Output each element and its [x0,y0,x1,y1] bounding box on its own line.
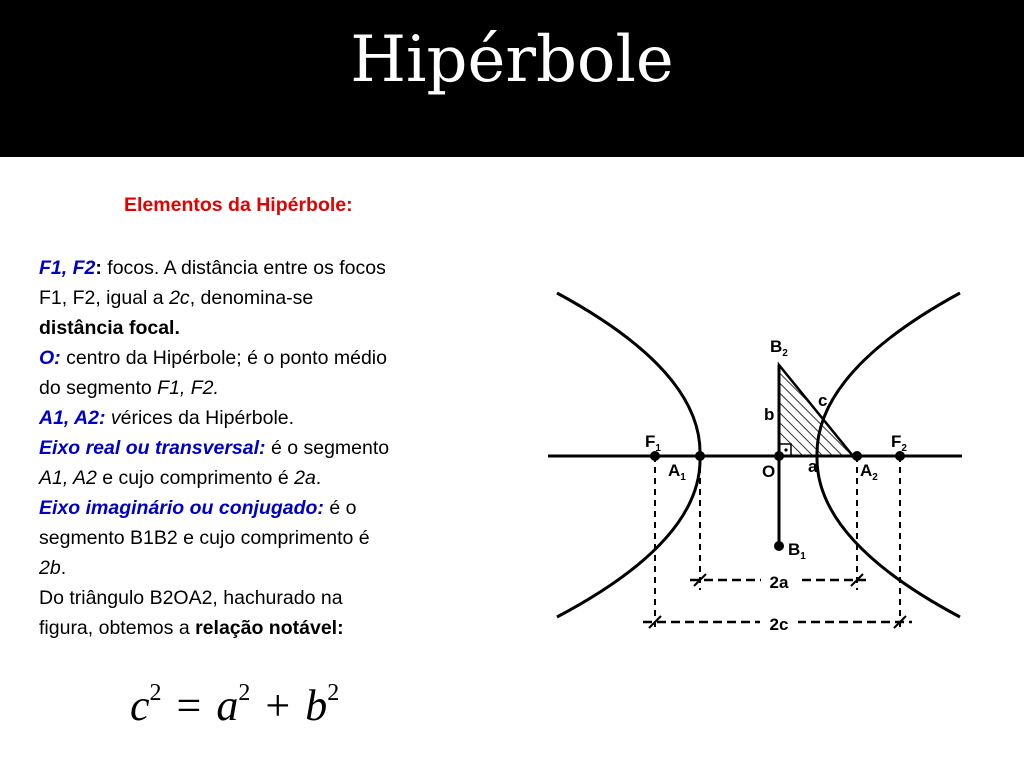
label-b: b [764,405,775,424]
notable-relation-formula: $c^2 = a^2 + b^2$ [130,680,340,730]
point-A2 [852,451,862,461]
slide-title: Hipérbole [350,23,674,97]
hyperbola-diagram [540,285,970,645]
label-B1: $B_1$ [788,540,806,562]
line-real-axis-2: A1, A2 e cujo comprimento é 2a. [39,467,322,489]
label-B2: $B_2$ [770,337,788,359]
line-triangle: Do triângulo B2OA2, hachurado na [39,587,343,609]
label-F2: $F_2$ [891,432,907,454]
dimension-2c-label: 2c [769,615,789,634]
line-foci: F1, F2: focos. A distância entre os focos [39,257,386,279]
title-bar [0,0,1024,157]
label-c: c [818,391,828,410]
term-center: O: [39,347,61,369]
term-vertices: A1, A2: [39,407,106,429]
section-heading: Elementos da Hipérbole: [124,194,353,216]
label-A1: $A_1$ [668,461,686,483]
point-B1 [774,541,784,551]
line-foci-2: F1, F2, igual a 2c, denomina-se [39,287,314,309]
term-imaginary-axis: Eixo imaginário ou conjugado: [39,497,324,519]
line-imaginary-axis-2: segmento B1B2 e cujo comprimento é [39,527,370,549]
line-imaginary-axis: Eixo imaginário ou conjugado: é o [39,497,357,519]
label-A2: $A_2$ [860,461,878,483]
definitions-text [39,253,514,643]
label-F1: $F_1$ [645,432,661,454]
line-imaginary-axis-3: 2b. [39,557,67,579]
point-O [774,451,784,461]
label-O: O [762,462,776,481]
label-a: a [808,457,818,476]
dimension-2a-label: 2a [769,573,789,592]
line-real-axis: Eixo real ou transversal: é o segmento [39,437,390,459]
point-A1 [695,451,705,461]
hatched-triangle [779,365,853,456]
line-focal-distance: distância focal. [39,317,180,339]
term-foci: F1, F2 [39,257,96,279]
line-triangle-2: figura, obtemos a relação notável: [39,617,344,639]
line-center: O: centro da Hipérbole; é o ponto médio [39,347,387,369]
term-real-axis: Eixo real ou transversal: [39,437,266,459]
line-vertices: A1, A2: vérices da Hipérbole. [39,407,295,429]
line-center-2: do segmento F1, F2. [39,377,219,399]
